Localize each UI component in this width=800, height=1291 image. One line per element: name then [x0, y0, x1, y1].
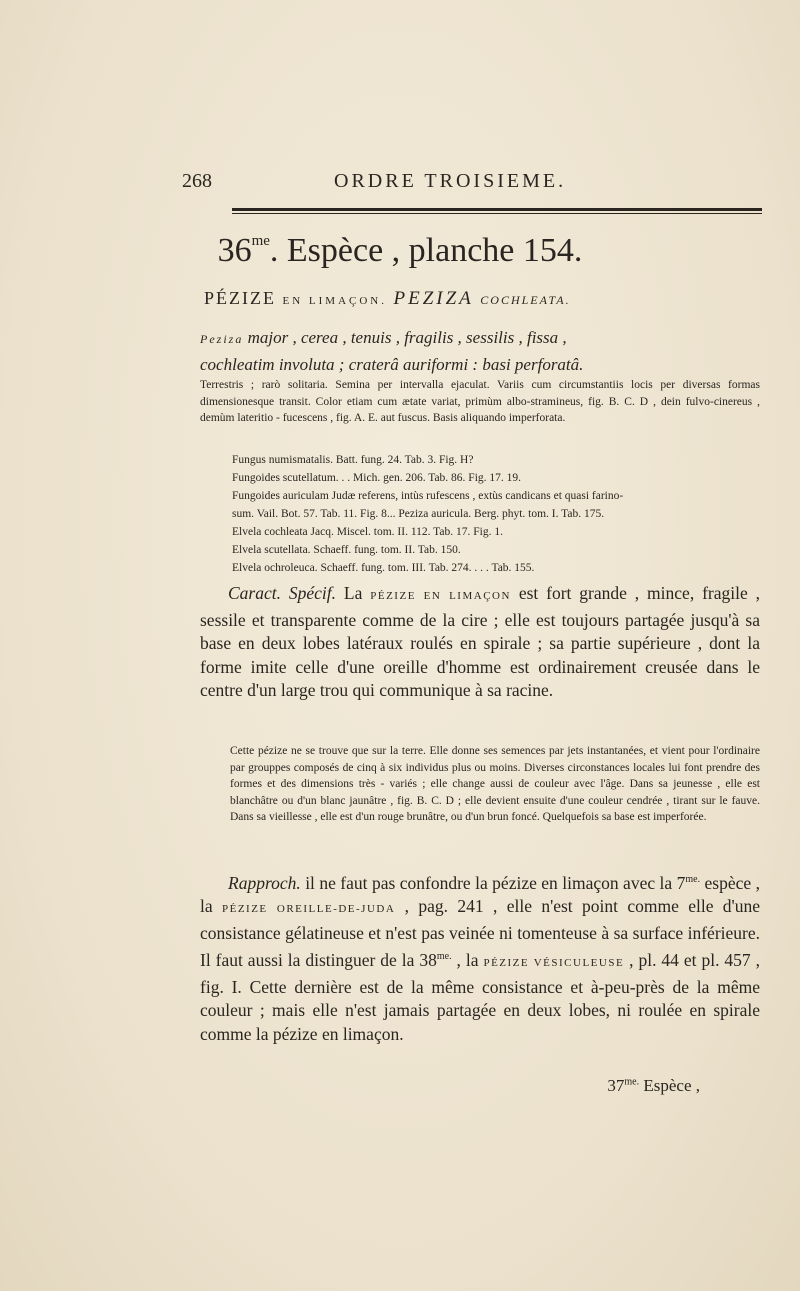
species-heading — [0, 232, 800, 270]
latin-epithet: COCHLEATA. — [480, 293, 571, 307]
page-number: 268 — [182, 170, 212, 192]
observation-paragraph: Cette pézize ne se trouve que sur la terre. Elle donne ses semences par jets instantanées, et vient pour l'ordinaire par grouppes composés de cinq à six individus plus ou moins. Diverses circonstances locales lui font prendre des formes et des dimensions très - variés ; elle change aussi de couleur avec l'âge. Dans sa jeunesse , elle est blanchâtre ou d'un blanc jaunâtre , fig. B. C. D ; elle devient ensuite d'une couleur cendrée , tirant sur le fauve. Dans sa vieillesse , elle est d'un rouge brunâtre, ou d'un brun foncé. Quelquefois sa base est imperforée. — [230, 745, 760, 824]
latin-genus: PEZIZA — [393, 288, 474, 309]
latin-diagnosis-line2: cochleatim involuta ; craterâ auriformi : basi perforatâ. — [200, 355, 584, 374]
caract-text-start: La — [336, 583, 371, 603]
species-number: 36 — [217, 232, 252, 269]
rapproch-paragraph — [200, 868, 760, 1046]
catchword — [607, 1076, 700, 1096]
species-names — [204, 288, 760, 310]
rapproch-text-3: , pag. 241 , elle n'est point comme elle d'une consistance gélatineuse et n'est pas veinée ni tomenteuse à sa surface inférieure. Il faut aussi la distinguer de la 38 — [200, 896, 760, 971]
catchword-sup: me. — [624, 1076, 640, 1088]
rapproch-text-1: il ne faut pas confondre la pézize en limaçon avec la 7 — [300, 872, 686, 893]
synonym-line: Elvela scutellata. Schaeff. fung. tom. II. Tab. 150. — [232, 544, 461, 556]
page-header — [182, 170, 740, 200]
rapproch-ref-2: PÉZIZE VÉSICULEUSE — [483, 957, 625, 970]
synonym-line: Fungus numismatalis. Batt. fung. 24. Tab. 3. Fig. H? — [232, 454, 474, 466]
catchword-text: Espèce , — [639, 1076, 700, 1095]
catchword-number: 37 — [607, 1076, 625, 1095]
species-sup: me — [251, 233, 270, 249]
synonym-line: Elvela cochleata Jacq. Miscel. tom. II. 112. Tab. 17. Fig. 1. — [232, 526, 503, 538]
caract-species-name: PÉZIZE EN LIMAÇON — [370, 590, 511, 602]
rapproch-ref-1: PÉZIZE OREILLE-DE-JUDA — [221, 903, 396, 916]
rapproch-sup-2: me. — [436, 951, 452, 963]
french-name-rest: EN LIMAÇON. — [282, 295, 387, 307]
rapproch-label: Rapproch. — [228, 872, 301, 893]
synonym-line: Fungoides scutellatum. . . Mich. gen. 206. Tab. 86. Fig. 17. 19. — [232, 472, 522, 484]
running-title: ORDRE TROISIEME. — [334, 170, 567, 192]
synonym-line: Elvela ochroleuca. Schaeff. fung. tom. III. Tab. 274. . . . Tab. 155. — [232, 562, 535, 574]
species-heading-text: . Espèce , planche 154. — [269, 232, 583, 269]
caract-paragraph — [200, 582, 760, 703]
rapproch-text-5: , pl. 44 et pl. 457 , fig. I. Cette dernière est de la même consistance et à-peu-près de la même couleur ; mais elle n'est jamais partagée en deux lobes, ni roulée en spirale comme la pézize en limaçon. — [200, 950, 760, 1044]
latin-diagnosis — [200, 325, 760, 377]
header-rule-thick — [232, 208, 762, 211]
rapproch-sup-1: me. — [685, 874, 701, 885]
header-rule-thin — [232, 213, 762, 214]
rapproch-text-2: espèce , la — [200, 872, 760, 917]
latin-diagnosis-line1: major , cerea , tenuis , fragilis , sessilis , fissa , — [243, 328, 567, 347]
rapproch-text-4: , la — [451, 950, 484, 971]
synonym-line: sum. Vail. Bot. 57. Tab. 11. Fig. 8... Peziza auricula. Berg. phyt. tom. I. Tab. 175. — [232, 508, 605, 520]
latin-description: Terrestris ; rarò solitaria. Semina per intervalla ejaculat. Variis cum circumstantiis locis per diversas formas dimensionesque transit. Color etiam cum ætate variat, primùm albo-stramineus, fig. B. C. D , dein fulvo-cinereus , demùm lateritio - fucescens , fig. A. E. aut fuscus. Basis aliquando imperforata. — [200, 379, 760, 424]
synonym-line: Fungoides auriculam Judæ referens, intùs rufescens , extùs candicans et quasi farino- — [232, 490, 624, 502]
french-name: PÉZIZE — [204, 288, 276, 308]
caract-label: Caract. Spécif. — [228, 583, 337, 603]
caract-text: est fort grande , mince, fragile , sessile et transparente comme de la cire ; elle est toujours partagée jusqu'à sa base en deux lobes latéraux roulés en spirale ; sa partie supérieure , dont la forme imite celle d'une oreille d'homme est ordinairement creusée dans le centre d'un large trou qui communique à sa racine. — [200, 583, 761, 700]
latin-diagnosis-genus: Peziza — [200, 332, 244, 346]
